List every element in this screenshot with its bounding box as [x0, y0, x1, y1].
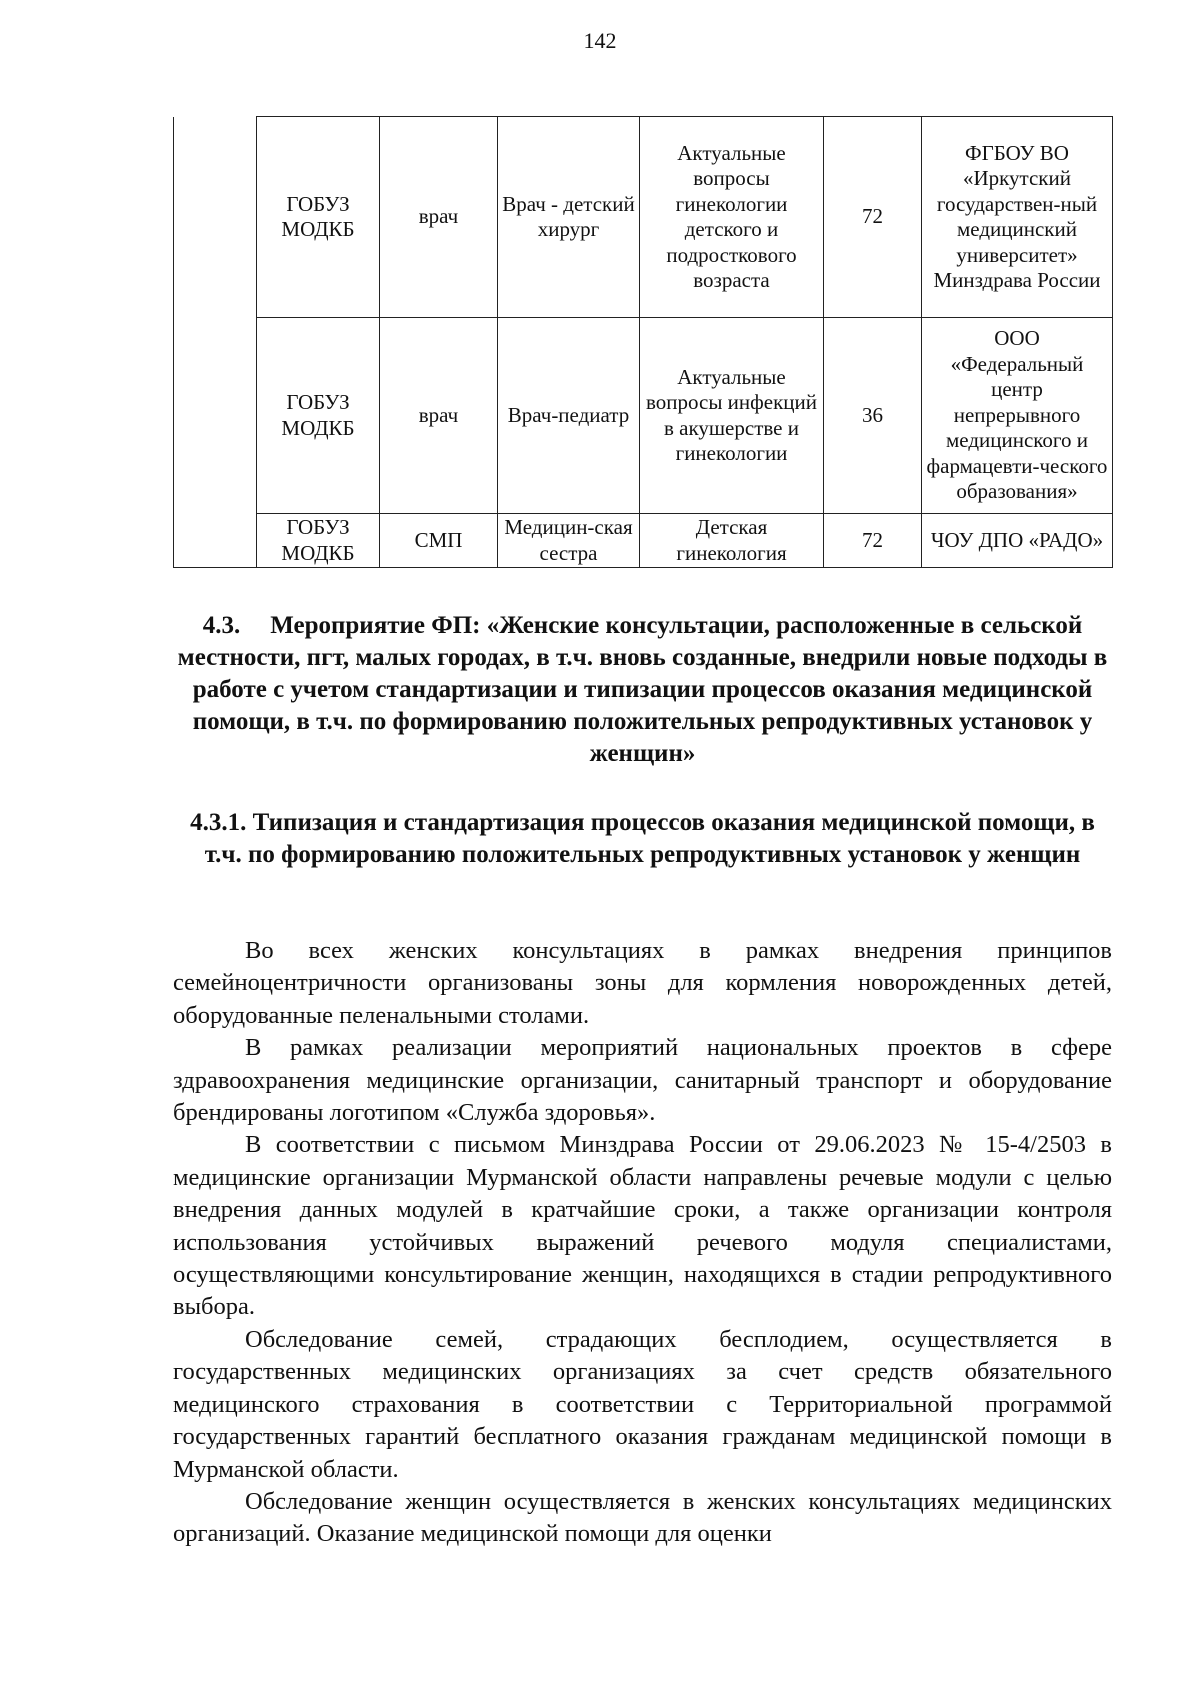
- cell-category: врач: [380, 117, 498, 318]
- cell-institution: ЧОУ ДПО «РАДО»: [922, 514, 1113, 568]
- cell-program: Актуальные вопросы гинекологии детского и подросткового возраста: [640, 117, 824, 318]
- cell-organization: ГОБУЗ МОДКБ: [257, 318, 380, 514]
- table-cell-empty: [174, 117, 257, 568]
- section-title: Мероприятие ФП: «Женские консультации, расположенные в сельской местности, пгт, малых городах, в т.ч. вновь созданные, внедрили новые подходы в работе с учетом стандартизации и типизации процессов оказания медицинской помощи, в т.ч. по формированию положительных репродуктивных установок у женщин»: [177, 612, 1108, 767]
- training-table: [173, 116, 1113, 568]
- cell-program: Детская гинекология: [640, 514, 824, 568]
- cell-institution: ООО «Федеральный центр непрерывного медицинского и фармацевти-ческого образования»: [922, 318, 1113, 514]
- cell-position: Врач-педиатр: [498, 318, 640, 514]
- paragraph: В рамках реализации мероприятий национальных проектов в сфере здравоохранения медицинские организации, санитарный транспорт и оборудование брендированы логотипом «Служба здоровья».: [173, 1034, 1112, 1127]
- table-row: [174, 318, 1113, 514]
- cell-organization: ГОБУЗ МОДКБ: [257, 514, 380, 568]
- table-row: [174, 117, 1113, 318]
- cell-hours: 36: [824, 318, 922, 514]
- page-number: 142: [583, 28, 617, 53]
- paragraph: Обследование семей, страдающих бесплодием, осуществляется в государственных медицинских организациях за счет средств обязательного медицинского страхования в соответствии с Территориальной программой государственных гарантий бесплатного оказания гражданам медицинской помощи в Мурманской области.: [173, 1325, 1112, 1483]
- cell-hours: 72: [824, 117, 922, 318]
- section-heading-4-3-1: [173, 807, 1112, 871]
- paragraph: Обследование женщин осуществляется в женских консультациях медицинских организаций. Оказание медицинской помощи для оценки: [173, 1487, 1112, 1548]
- cell-hours: 72: [824, 514, 922, 568]
- cell-position: Медицин-ская сестра: [498, 514, 640, 568]
- cell-category: врач: [380, 318, 498, 514]
- section-heading-4-3: [173, 610, 1112, 770]
- cell-position: Врач - детский хирург: [498, 117, 640, 318]
- cell-organization: ГОБУЗ МОДКБ: [257, 117, 380, 318]
- body-text: [173, 935, 1112, 1551]
- cell-institution: ФГБОУ ВО «Иркутский государствен-ный медицинский университет» Минздрава России: [922, 117, 1113, 318]
- section-number: 4.3.1.: [190, 809, 247, 836]
- section-title: Типизация и стандартизация процессов оказания медицинской помощи, в т.ч. по формированию положительных репродуктивных установок у женщин: [204, 809, 1095, 868]
- cell-category: СМП: [380, 514, 498, 568]
- table-row: [174, 514, 1113, 568]
- section-number: 4.3.: [202, 612, 241, 639]
- paragraph: Во всех женских консультациях в рамках внедрения принципов семейноцентричности организованы зоны для кормления новорожденных детей, оборудованные пеленальными столами.: [173, 937, 1112, 1029]
- paragraph: В соответствии с письмом Минздрава России от 29.06.2023 № 15-4/2503 в медицинские организации Мурманской области направлены речевые модули с целью внедрения данных модулей в кратчайшие сроки, а также организации контроля использования устойчивых выражений речевого модуля специалистами, осуществляющими консультирование женщин, находящихся в стадии репродуктивного выбора.: [173, 1131, 1112, 1321]
- cell-program: Актуальные вопросы инфекций в акушерстве и гинекологии: [640, 318, 824, 514]
